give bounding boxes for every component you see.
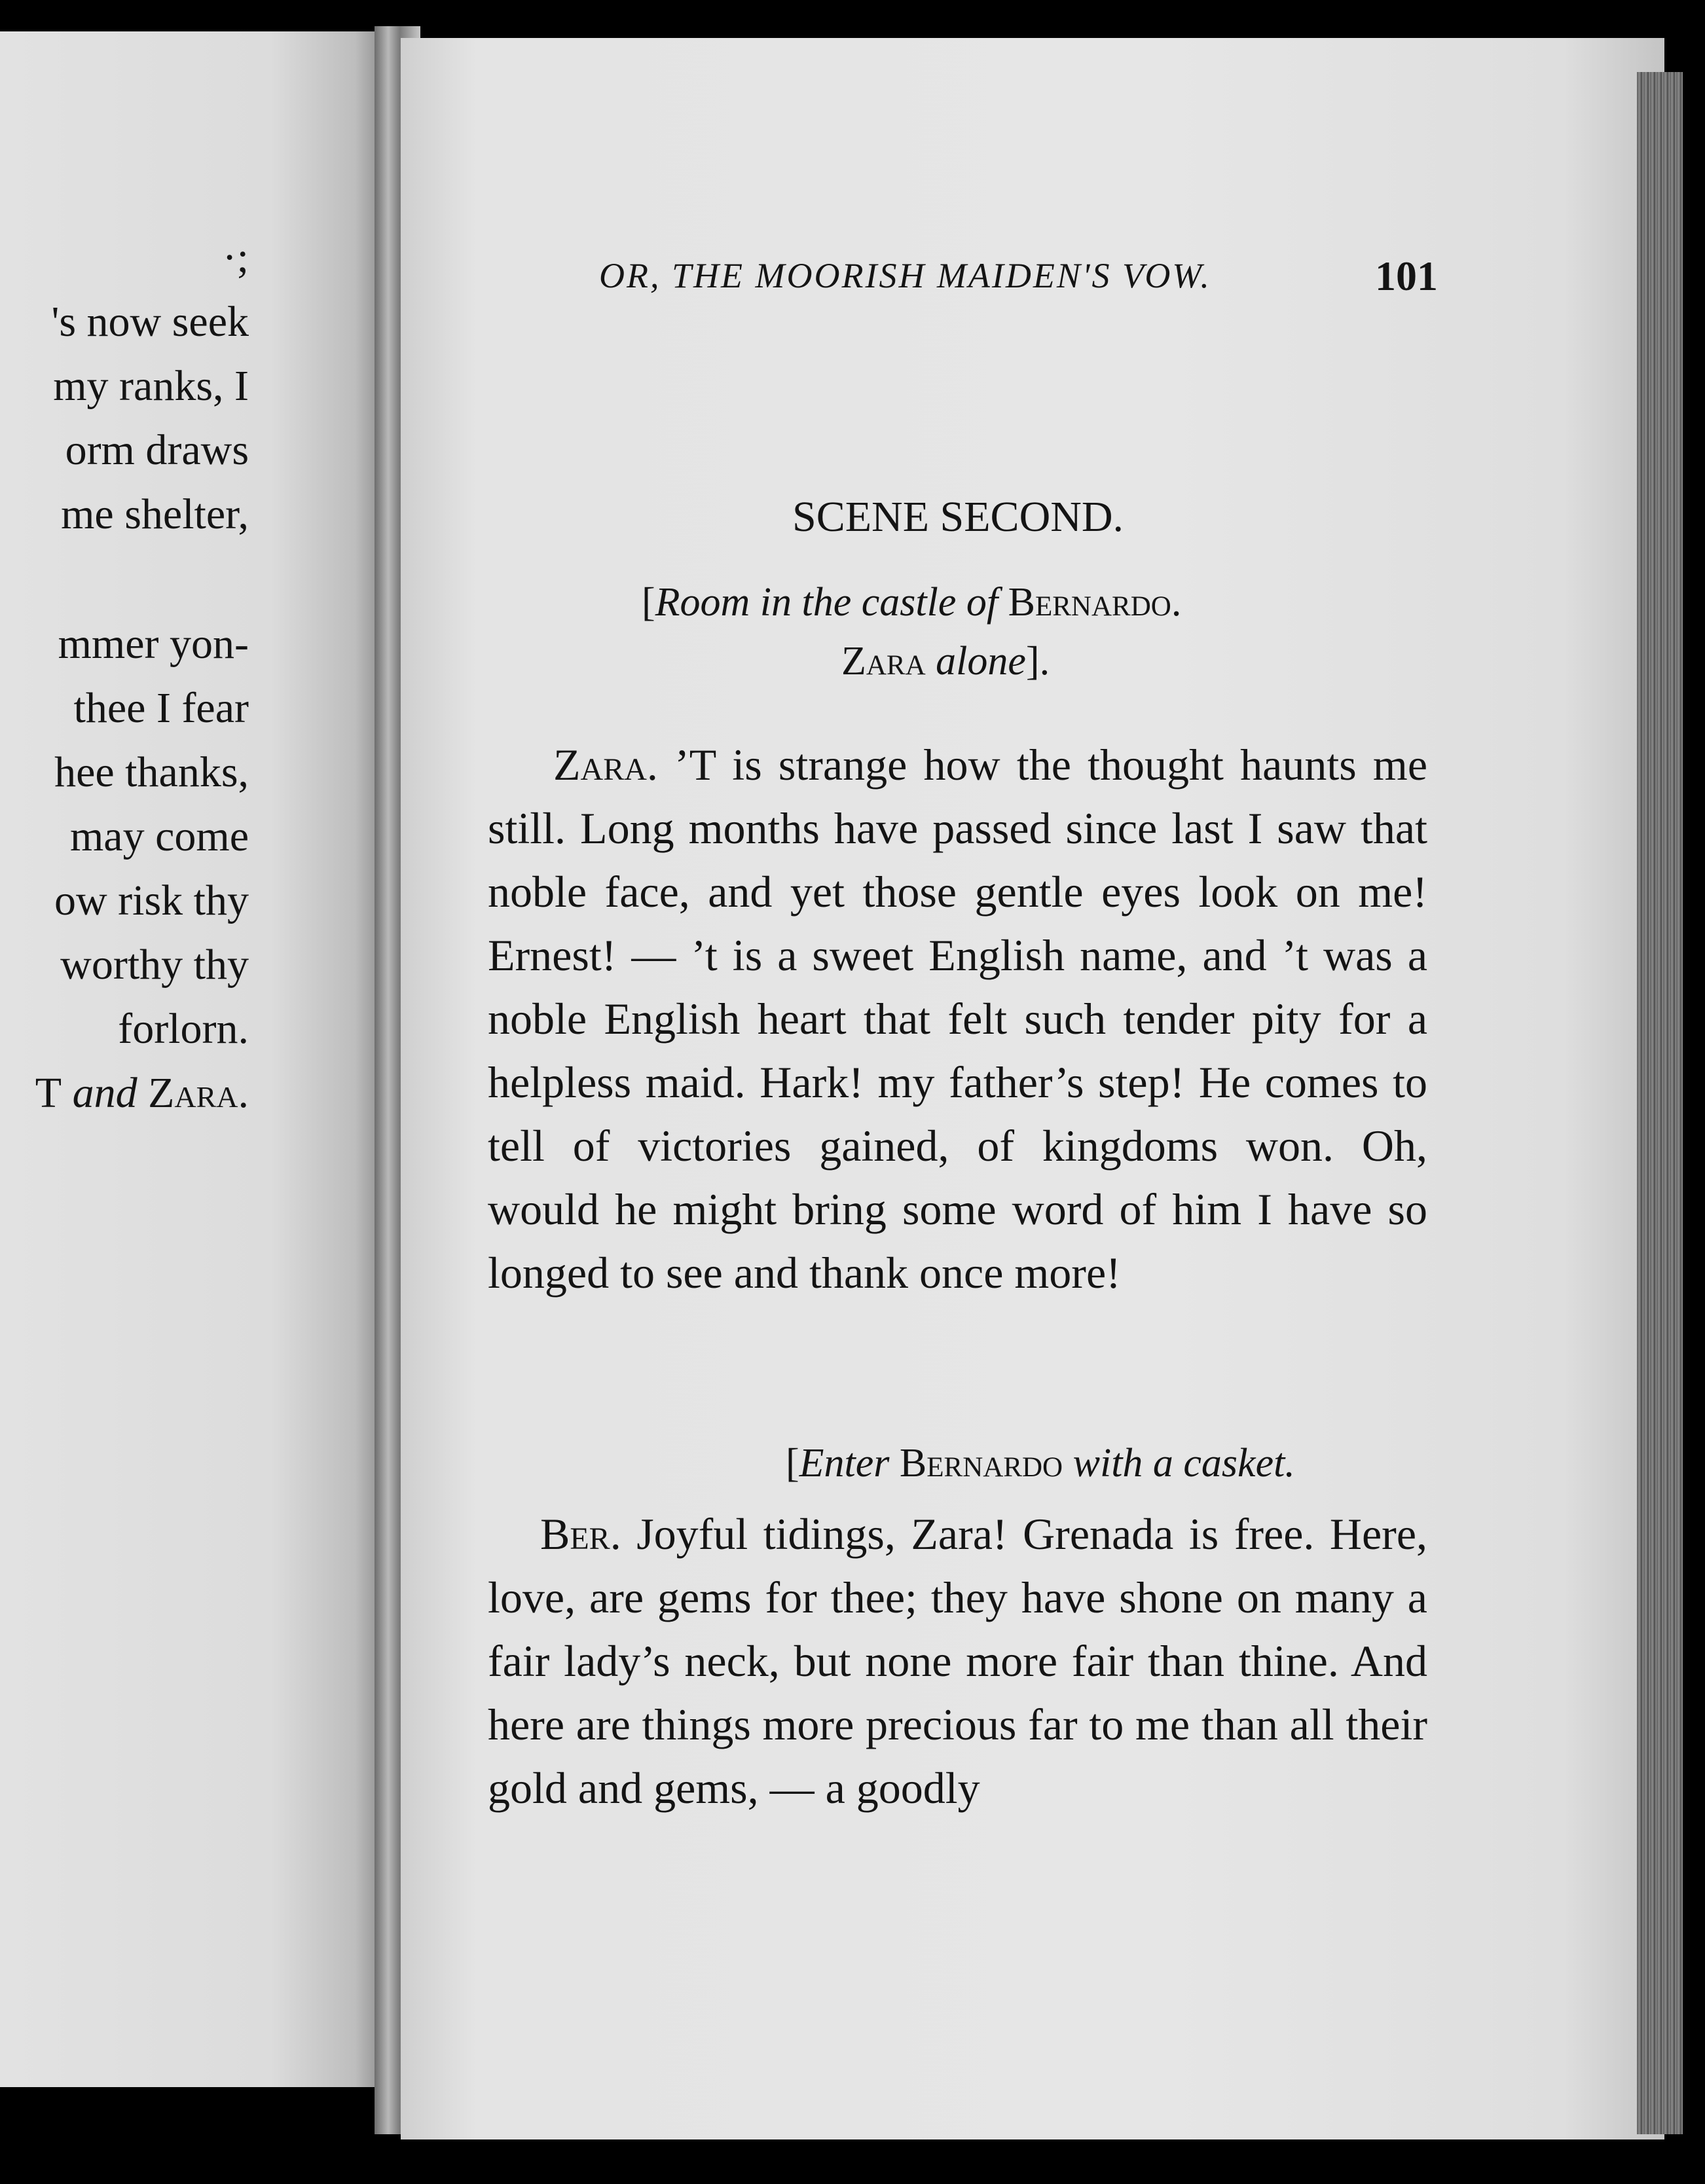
scene-title: SCENE SECOND. [792,493,1124,541]
speech-text: Joyful tidings, Zara! Grenada is free. Here, love, are gems for thee; they have shone on many a fair lady’s neck, but none more fair than thine. And here are things more precious far to me than all their gold and gems, — a goodly [488,1509,1428,1813]
running-head: OR, THE MOORISH MAIDEN'S VOW. [599,256,1211,295]
stage-direction-enter [786,1440,1295,1487]
speech-text: ’T is strange how the thought haunts me still. Long months have passed since last I saw that noble face, and yet those gentle eyes look on me! Ernest! — ’t is a sweet English name, and ’t was a noble English heart that felt such tender pity for a helpless maid. Hark! my father’s step! He comes to tell of victories gained, of kingdoms won. Oh, would he might bring some word of him I have so longed to see and thank once more! [488,740,1428,1298]
stage-direction-alone [841,638,1050,685]
left-line: thee I fear [73,684,249,732]
speaker-name: Zara. [553,740,658,790]
left-page-text [0,226,249,1125]
alone-name: Zara [841,639,926,683]
speech-bernardo [488,1502,1427,1820]
left-line: may come [69,812,249,860]
left-line: 's now seek [51,298,249,346]
left-line: mmer yon- [58,620,249,668]
alone-text: alone [925,639,1026,683]
left-line: my ranks, I [53,362,249,410]
left-line: worthy thy [60,941,249,989]
bracket-open: [ [786,1441,799,1485]
enter-text: Enter [799,1441,900,1485]
room-name: Bernardo. [1008,580,1182,625]
page-number: 101 [1375,253,1438,299]
stage-direction-room [642,579,1181,626]
bracket-close: ]. [1025,639,1050,683]
bracket-open: [ [642,580,655,625]
left-line: me shelter, [61,490,249,538]
left-paragraph-gap [0,547,249,612]
speaker-name: Ber. [540,1509,621,1559]
enter-name: Bernardo [899,1441,1063,1485]
page-edges [1637,72,1683,2134]
room-text: Room in the castle of [655,580,1008,625]
left-line: ·; [222,234,249,282]
left-exit-line [0,1061,249,1125]
left-exit-and: and [62,1069,149,1117]
left-line: forlorn. [118,1005,249,1053]
left-exit-name: Zara. [148,1069,249,1117]
speech-zara [488,733,1427,1305]
enter-with-text: with a casket. [1063,1441,1295,1485]
left-line: orm draws [65,426,249,474]
left-exit-prefix: T [35,1069,62,1117]
left-line: ow risk thy [54,877,249,924]
left-line: hee thanks, [54,748,249,796]
